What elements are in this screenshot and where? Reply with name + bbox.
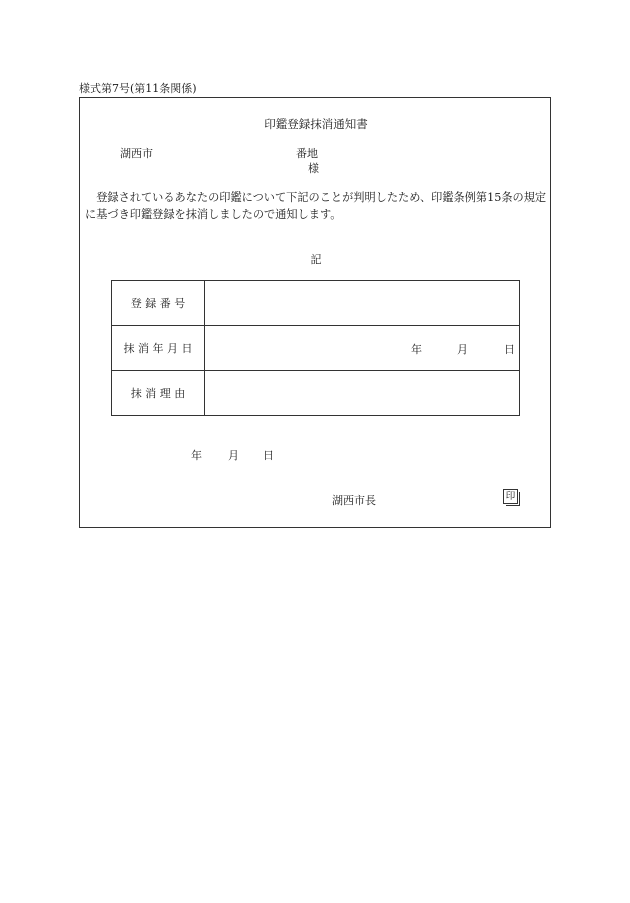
table-row bbox=[112, 281, 520, 326]
form-label: 様式第7号(第11条関係) bbox=[79, 82, 197, 95]
mayor-signature: 湖西市長 bbox=[332, 494, 376, 507]
table-row bbox=[112, 326, 520, 371]
table-row bbox=[112, 371, 520, 416]
addressee-honorific: 様 bbox=[308, 162, 319, 175]
notice-frame bbox=[79, 97, 551, 528]
notice-body-text bbox=[85, 189, 549, 223]
date-month-label: 月 bbox=[457, 343, 468, 356]
issue-day-label: 日 bbox=[263, 449, 274, 462]
cancellation-date-field bbox=[205, 326, 520, 371]
addressee-banchi: 番地 bbox=[296, 147, 318, 160]
registration-number-label: 登 録 番 号 bbox=[112, 281, 205, 326]
cancellation-reason-field bbox=[205, 371, 520, 416]
cancellation-date-label: 抹 消 年 月 日 bbox=[112, 326, 205, 371]
date-day-label: 日 bbox=[504, 343, 515, 356]
addressee-city: 湖西市 bbox=[120, 147, 153, 160]
document-title: 印鑑登録抹消通知書 bbox=[264, 117, 368, 131]
issue-month-label: 月 bbox=[228, 449, 239, 462]
cancellation-info-table bbox=[111, 280, 520, 416]
seal-stamp-box: 印 bbox=[503, 489, 518, 504]
date-year-label: 年 bbox=[411, 343, 422, 356]
registration-number-field bbox=[205, 281, 520, 326]
notice-body-content: 登録されているあなたの印鑑について下記のことが判明したため、印鑑条例第15条の規定に基づき印鑑登録を抹消しましたので通知します。 bbox=[85, 191, 547, 221]
cancellation-reason-label: 抹 消 理 由 bbox=[112, 371, 205, 416]
ki-heading: 記 bbox=[310, 253, 322, 266]
issue-year-label: 年 bbox=[191, 449, 202, 462]
